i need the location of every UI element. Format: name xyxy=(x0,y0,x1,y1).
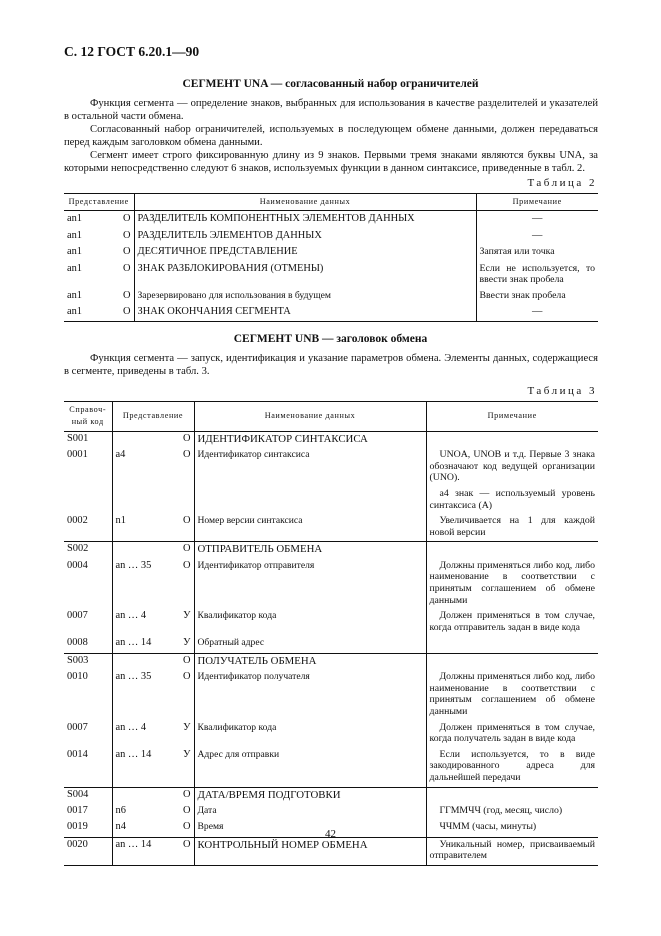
t3-representation-cell xyxy=(112,431,194,448)
t3-status: О xyxy=(182,559,191,571)
t3-representation-cell xyxy=(112,559,194,609)
t3-data-name: ПОЛУЧАТЕЛЬ ОБМЕНА xyxy=(194,653,426,670)
t3-table-row xyxy=(64,721,598,748)
t3-code: 0014 xyxy=(67,748,88,760)
t2-data-name: ЗНАК РАЗБЛОКИРОВАНИЯ (ОТМЕНЫ) xyxy=(134,261,476,288)
t2-table-row xyxy=(64,211,598,228)
t2-note: Запятая или точка xyxy=(476,244,598,260)
t2-representation-cell xyxy=(64,288,134,304)
t3-code xyxy=(64,487,112,514)
t3-status: О xyxy=(182,804,191,816)
t3-data-name: ИДЕНТИФИКАТОР СИНТАКСИСА xyxy=(194,431,426,448)
page-header: С. 12 ГОСТ 6.20.1—90 xyxy=(64,44,200,59)
t3-status: О xyxy=(182,788,191,800)
unb-paragraph-1: Функция сегмента — запуск, идентификация и указание параметров обмена. Элементы данных, содержащиеся в сегменте, приведены в табл. 3. xyxy=(64,353,598,377)
t3-code: 0019 xyxy=(67,821,88,833)
t3-code: S001 xyxy=(64,431,112,448)
table-3 xyxy=(64,401,598,866)
t2-table-row xyxy=(64,228,598,244)
t3-representation-cell xyxy=(112,653,194,670)
t3-note xyxy=(426,431,598,448)
t2-status: О xyxy=(122,262,131,274)
t3-table-row xyxy=(64,804,598,820)
t3-representation: a4 xyxy=(115,449,126,461)
t3-table-row xyxy=(64,487,598,514)
t3-status: О xyxy=(182,821,191,833)
t2-representation: an1 xyxy=(67,213,83,225)
t2-status: О xyxy=(122,229,131,241)
t3-representation-cell xyxy=(112,609,194,636)
t3-status: О xyxy=(182,449,191,461)
t3-table-row xyxy=(64,748,598,787)
t3-data-name: Квалификатор кода xyxy=(194,721,426,748)
t3-code: S002 xyxy=(64,542,112,559)
t2-representation: an1 xyxy=(67,246,83,258)
t3-data-name: Дата xyxy=(194,804,426,820)
table-2-caption: Таблица 2 xyxy=(527,177,597,189)
una-segment-title: СЕГМЕНТ UNA — согласованный набор ограничителей xyxy=(182,78,479,90)
t3-code: S004 xyxy=(64,787,112,804)
t3-representation: n4 xyxy=(115,821,126,833)
table-2 xyxy=(64,193,598,322)
t3-representation-cell xyxy=(112,748,194,787)
t2-note: Ввести знак пробела xyxy=(476,288,598,304)
t3-representation: an … 14 xyxy=(115,748,152,760)
t3-note xyxy=(426,636,598,653)
t3-data-name: ОТПРАВИТЕЛЬ ОБМЕНА xyxy=(194,542,426,559)
t3-status: О xyxy=(182,671,191,683)
t2-note: Если не используется, то ввести знак пробела xyxy=(476,261,598,288)
t3-table-row xyxy=(64,837,598,865)
t3-status: О xyxy=(182,432,191,444)
t3-status: У xyxy=(183,748,191,760)
table-3-caption: Таблица 3 xyxy=(527,385,597,397)
t3-note: Должен применяться в том случае, когда отправитель задан в виде кода xyxy=(426,609,598,636)
t3-representation-cell xyxy=(112,837,194,865)
t3-note: a4 знак — используемый уровень синтаксиса (А) xyxy=(426,487,598,514)
t3-representation-cell xyxy=(112,670,194,720)
t2-table-row xyxy=(64,288,598,304)
t2-representation-cell xyxy=(64,228,134,244)
t3-status: У xyxy=(183,637,191,649)
t2-table-row xyxy=(64,261,598,288)
t3-status: О xyxy=(182,515,191,527)
t3-note: Должен применяться в том случае, когда получатель задан в виде кода xyxy=(426,721,598,748)
t3-representation-cell xyxy=(112,487,194,514)
t2-note: — xyxy=(476,304,598,321)
t2-representation-cell xyxy=(64,304,134,321)
t2-note: — xyxy=(476,211,598,228)
t3-status: О xyxy=(182,654,191,666)
t3-note: Должны применяться либо код, либо наименование в соответствии с принятым соглашением об обмене данными xyxy=(426,670,598,720)
t3-data-name xyxy=(194,487,426,514)
t3-data-name: Обратный адрес xyxy=(194,636,426,653)
t3-note: Должны применяться либо код, либо наименование в соответствии с принятым соглашением об обмене данными xyxy=(426,559,598,609)
t2-header-name: Наименование данных xyxy=(134,194,476,211)
t3-status: У xyxy=(183,610,191,622)
t3-representation-cell xyxy=(112,542,194,559)
t3-table-row xyxy=(64,559,598,609)
t3-note: Уникальный номер, присваиваемый отправителем xyxy=(426,837,598,865)
t3-data-name: Адрес для отправки xyxy=(194,748,426,787)
una-paragraph-1: Функция сегмента — определение знаков, выбранных для использования в качестве разделителей и указателей в остальной части обмена. xyxy=(64,98,598,122)
una-paragraph-2: Согласованный набор ограничителей, используемых в последующем обмене данными, должен передаваться перед каждым заголовком обмена данными. xyxy=(64,124,598,148)
t3-data-name: ДАТА/ВРЕМЯ ПОДГОТОВКИ xyxy=(194,787,426,804)
t3-code: 0008 xyxy=(67,637,88,649)
t3-header-representation: Представление xyxy=(112,402,194,432)
t2-data-name: Зарезервировано для использования в будущем xyxy=(134,288,476,304)
t3-data-name: Номер версии синтаксиса xyxy=(194,514,426,542)
t3-table-row xyxy=(64,448,598,487)
t3-code: 0017 xyxy=(67,804,88,816)
t3-table-row xyxy=(64,653,598,670)
t3-code: 0001 xyxy=(67,449,88,461)
t3-note: ГГММЧЧ (год, месяц, число) xyxy=(426,804,598,820)
t3-representation: an … 14 xyxy=(115,838,152,850)
t3-status: О xyxy=(182,543,191,555)
t3-note: UNOA, UNOB и т.д. Первые 3 знака обозначают код ведущей организации (UNO). xyxy=(426,448,598,487)
t2-status: О xyxy=(122,246,131,258)
page-number: 42 xyxy=(325,828,336,840)
t3-code: 0004 xyxy=(67,559,88,571)
t2-representation: an1 xyxy=(67,229,83,241)
t3-representation: n6 xyxy=(115,804,126,816)
t3-status: О xyxy=(182,838,191,850)
t2-representation: an1 xyxy=(67,262,83,274)
t2-data-name: ДЕСЯТИЧНОЕ ПРЕДСТАВЛЕНИЕ xyxy=(134,244,476,260)
t3-data-name: КОНТРОЛЬНЫЙ НОМЕР ОБМЕНА xyxy=(194,837,426,865)
t3-table-row xyxy=(64,670,598,720)
t2-status: О xyxy=(122,306,131,318)
t3-note: Увеличивается на 1 для каждой новой версии xyxy=(426,514,598,542)
t3-data-name: Квалификатор кода xyxy=(194,609,426,636)
una-paragraph-3: Сегмент имеет строго фиксированную длину из 9 знаков. Первыми тремя знаками являются буквы UNA, за которыми непосредственно следуют 6 знаков, используемых функции в данном синтаксисе, приведенные в табл. 2. xyxy=(64,150,598,174)
t3-code: 0007 xyxy=(67,721,88,733)
t3-code: 0020 xyxy=(64,837,112,865)
t2-representation: an1 xyxy=(67,306,83,318)
t3-table-row xyxy=(64,542,598,559)
t2-data-name: РАЗДЕЛИТЕЛЬ КОМПОНЕНТНЫХ ЭЛЕМЕНТОВ ДАННЫХ xyxy=(134,211,476,228)
t3-representation-cell xyxy=(112,636,194,653)
t3-data-name: Время xyxy=(194,820,426,837)
t3-note: ЧЧММ (часы, минуты) xyxy=(426,820,598,837)
t3-code: 0002 xyxy=(67,515,88,527)
t3-data-name: Идентификатор синтаксиса xyxy=(194,448,426,487)
t3-note xyxy=(426,542,598,559)
t3-table-row xyxy=(64,431,598,448)
t2-status: О xyxy=(122,289,131,301)
t3-code: 0007 xyxy=(67,610,88,622)
t2-data-name: РАЗДЕЛИТЕЛЬ ЭЛЕМЕНТОВ ДАННЫХ xyxy=(134,228,476,244)
t3-representation: an … 35 xyxy=(115,671,152,683)
t3-table-row xyxy=(64,787,598,804)
t3-representation-cell xyxy=(112,721,194,748)
t3-note: Если используется, то в виде закодированного адреса для дальнейшей передачи xyxy=(426,748,598,787)
t3-representation-cell xyxy=(112,804,194,820)
t2-header-note: Примечание xyxy=(476,194,598,211)
t2-table-row xyxy=(64,244,598,260)
t3-code: S003 xyxy=(64,653,112,670)
t2-data-name: ЗНАК ОКОНЧАНИЯ СЕГМЕНТА xyxy=(134,304,476,321)
t3-representation-cell xyxy=(112,448,194,487)
t3-representation: n1 xyxy=(115,515,126,527)
t3-representation: an … 4 xyxy=(115,610,147,622)
t2-representation: an1 xyxy=(67,289,83,301)
t3-header-name: Наименование данных xyxy=(194,402,426,432)
t2-status: О xyxy=(122,213,131,225)
t2-representation-cell xyxy=(64,261,134,288)
t3-header-code: Справоч-ный код xyxy=(64,402,112,432)
t3-representation: an … 14 xyxy=(115,637,152,649)
t2-header-representation: Представление xyxy=(64,194,134,211)
unb-segment-title: СЕГМЕНТ UNB — заголовок обмена xyxy=(233,333,428,345)
t2-table-row xyxy=(64,304,598,321)
t2-note: — xyxy=(476,228,598,244)
t3-data-name: Идентификатор получателя xyxy=(194,670,426,720)
t3-representation-cell xyxy=(112,514,194,542)
t3-note xyxy=(426,787,598,804)
t3-table-row xyxy=(64,609,598,636)
t3-representation-cell xyxy=(112,787,194,804)
t3-table-row xyxy=(64,636,598,653)
t3-data-name: Идентификатор отправителя xyxy=(194,559,426,609)
t3-representation: an … 4 xyxy=(115,721,147,733)
t3-note xyxy=(426,653,598,670)
t3-header-note: Примечание xyxy=(426,402,598,432)
t3-table-row xyxy=(64,514,598,542)
t2-representation-cell xyxy=(64,244,134,260)
t3-status: У xyxy=(183,721,191,733)
t2-representation-cell xyxy=(64,211,134,228)
t3-code: 0010 xyxy=(67,671,88,683)
t3-representation: an … 35 xyxy=(115,559,152,571)
